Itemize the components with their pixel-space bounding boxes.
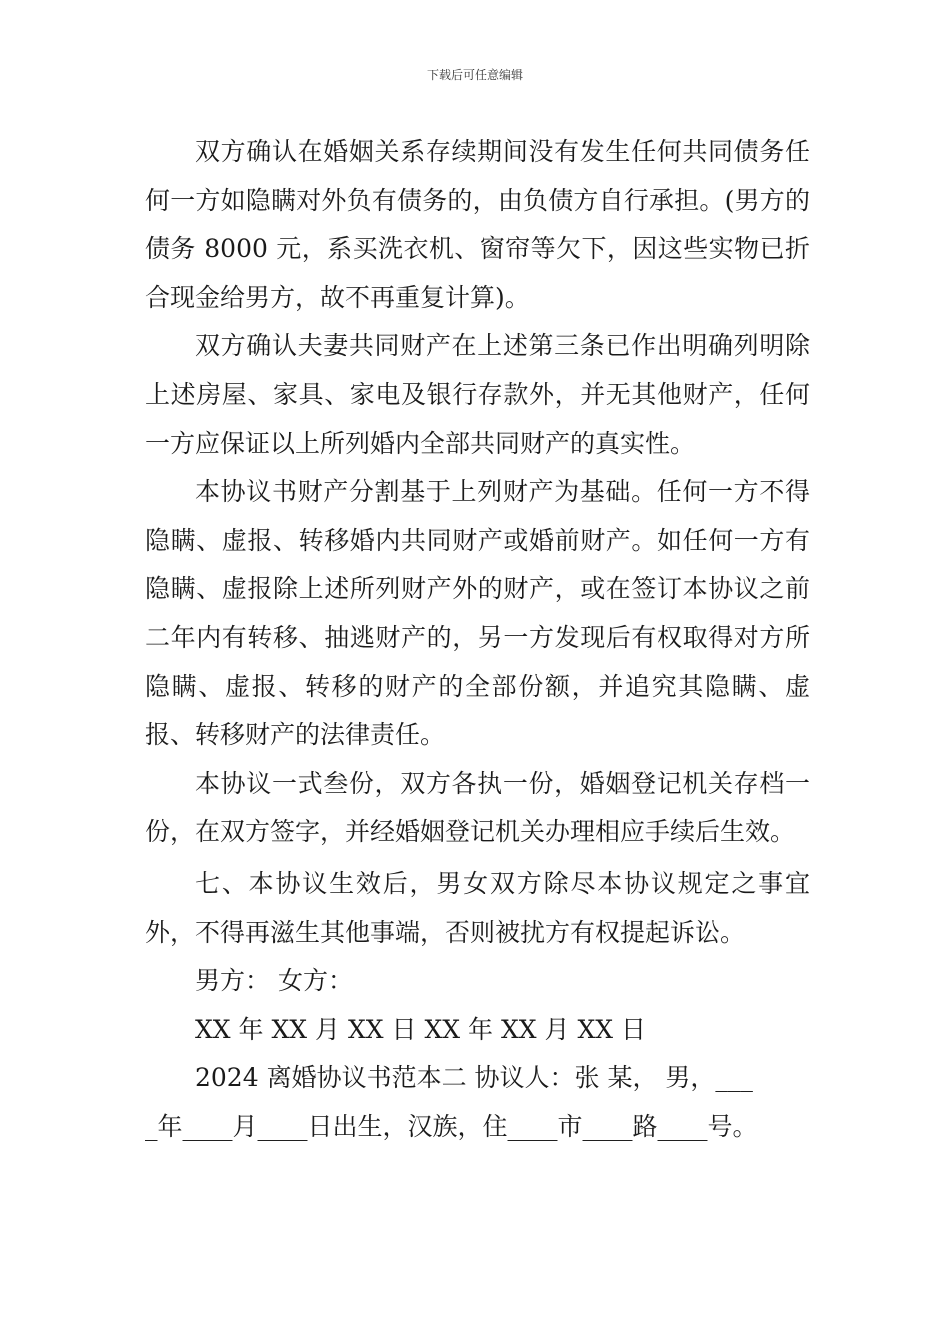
paragraph-copies: 本协议一式叁份，双方各执一份，婚姻登记机关存档一份，在双方签字，并经婚姻登记机关办理相应手续后生效。 [145,768,810,847]
sample-second-line: _年____月____日出生，汉族，住____市____路____号。 [145,1111,758,1141]
page-header: 下载后可任意编辑 [426,68,523,82]
sample-title-line: 2024 离婚协议书范本二 协议人：张 某， 男，___ [195,1063,753,1093]
paragraph-debts: 双方确认在婚姻关系存续期间没有发生任何共同债务任何一方如隐瞒对外负有债务的，由负债方自行承担。(男方的债务 8000 元，系买洗衣机、窗帘等欠下，因这些实物已折合现金给男方，故不再重复计算)。 [145,137,810,312]
paragraph-clause-seven: 七、本协议生效后，男女双方除尽本协议规定之事宜外，不得再滋生其他事端，否则被扰方有权提起诉讼。 [145,868,810,947]
date-line: XX 年 XX 月 XX 日 XX 年 XX 月 XX 日 [195,1014,646,1044]
paragraph-property-division: 本协议书财产分割基于上列财产为基础。任何一方不得隐瞒、虚报、转移婚内共同财产或婚前财产。如任何一方有隐瞒、虚报除上述所列财产外的财产，或在签订本协议之前二年内有转移、抽逃财产的，另一方发现后有权取得对方所隐瞒、虚报、转移的财产的全部份额，并追究其隐瞒、虚报、转移财产的法律责任。 [145,477,810,750]
signature-line: 男方： 女方： [195,966,353,996]
paragraph-joint-property: 双方确认夫妻共同财产在上述第三条已作出明确列明除上述房屋、家具、家电及银行存款外，并无其他财产，任何一方应保证以上所列婚内全部共同财产的真实性。 [145,331,810,458]
document-body [145,128,810,1151]
